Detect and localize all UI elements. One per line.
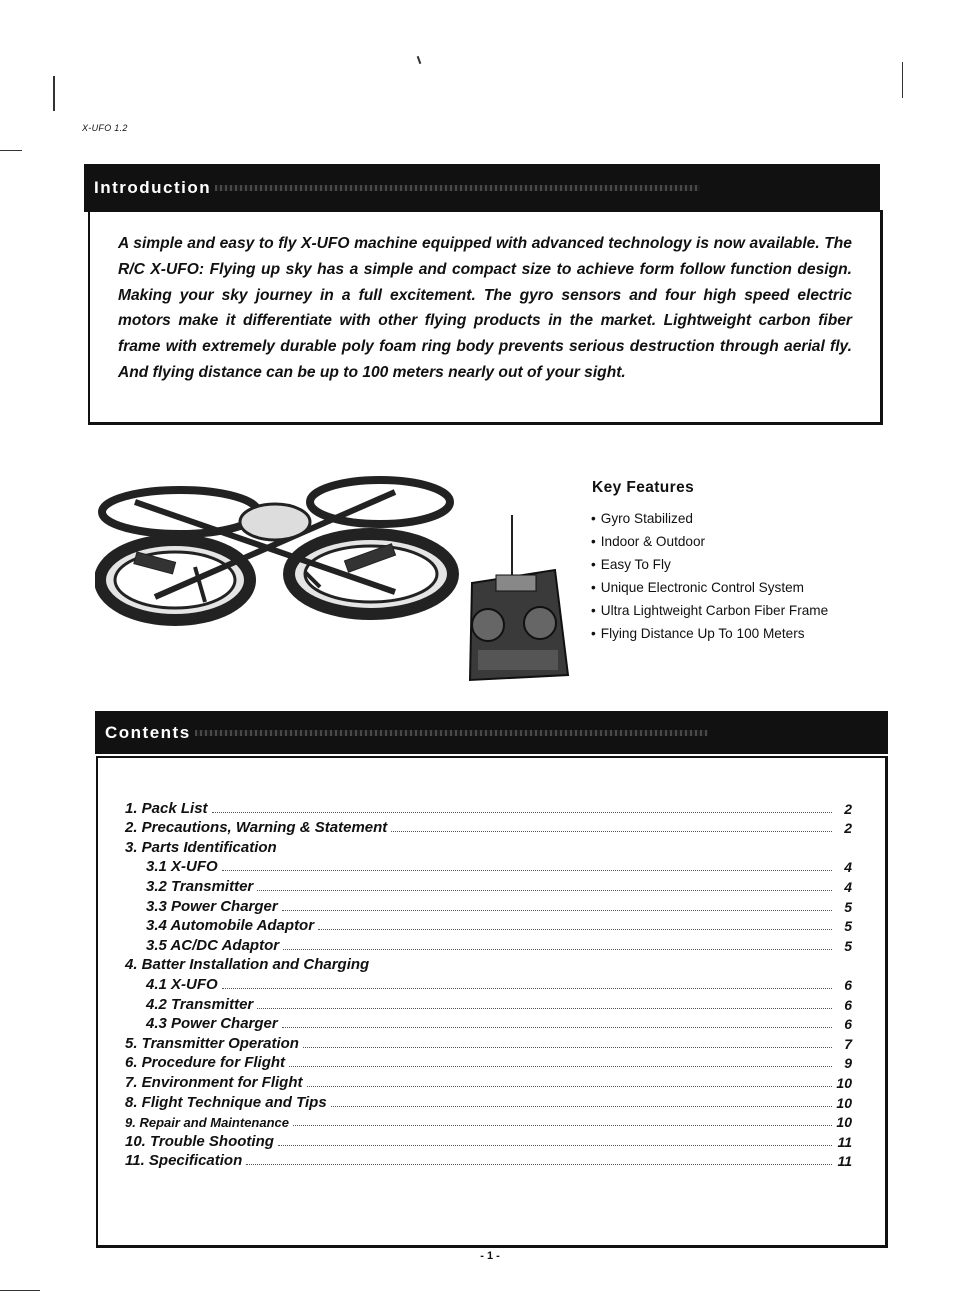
feature-item: • Ultra Lightweight Carbon Fiber Frame bbox=[591, 601, 828, 624]
toc-leader-dots bbox=[331, 1105, 832, 1107]
toc-entry-page: 10 bbox=[836, 1114, 852, 1131]
toc-entry-label: 3.2 Transmitter bbox=[146, 877, 254, 895]
scan-mark bbox=[53, 76, 55, 111]
toc-entry-label: 10. Trouble Shooting bbox=[125, 1132, 274, 1150]
product-illustration bbox=[95, 462, 465, 632]
toc-leader-dots bbox=[282, 909, 832, 911]
toc-leader-dots bbox=[278, 1144, 832, 1146]
transmitter-illustration bbox=[460, 515, 575, 685]
scan-mark bbox=[0, 150, 22, 151]
toc-entry-label: 7. Environment for Flight bbox=[125, 1073, 303, 1091]
document-id: X-UFO 1.2 bbox=[82, 123, 128, 133]
toc-entry bbox=[110, 993, 852, 1013]
toc-entry-label: 11. Specification bbox=[125, 1152, 243, 1170]
toc-entry-page: 4 bbox=[844, 878, 852, 895]
toc-leader-dots bbox=[222, 987, 832, 989]
feature-item: • Gyro Stabilized bbox=[591, 509, 828, 532]
toc-entry bbox=[110, 797, 852, 817]
toc-leader-dots bbox=[303, 1046, 832, 1048]
toc-leader-dots bbox=[289, 1065, 832, 1067]
toc-leader-dots bbox=[391, 830, 832, 832]
toc-entry bbox=[110, 915, 852, 935]
toc-entry-page: 5 bbox=[844, 937, 852, 954]
table-of-contents bbox=[110, 797, 852, 1169]
toc-leader-dots bbox=[283, 948, 832, 950]
toc-entry-page: 10 bbox=[836, 1074, 852, 1091]
toc-leader-dots bbox=[257, 889, 832, 891]
toc-entry-page: 4 bbox=[844, 859, 852, 876]
toc-entry bbox=[110, 1130, 852, 1150]
feature-item: • Flying Distance Up To 100 Meters bbox=[591, 624, 828, 647]
toc-entry bbox=[110, 1052, 852, 1072]
toc-entry-label: 9. Repair and Maintenance bbox=[125, 1115, 289, 1131]
toc-leader-dots bbox=[318, 928, 832, 930]
toc-leader-dots bbox=[307, 1085, 832, 1087]
key-features-list bbox=[591, 509, 828, 647]
scan-mark bbox=[0, 1290, 40, 1291]
toc-entry-page: 9 bbox=[844, 1055, 852, 1072]
toc-entry bbox=[110, 954, 852, 974]
toc-entry-label: 3.3 Power Charger bbox=[146, 897, 278, 915]
toc-entry bbox=[110, 856, 852, 876]
toc-entry bbox=[110, 1091, 852, 1111]
feature-item: • Easy To Fly bbox=[591, 555, 828, 578]
toc-entry bbox=[110, 836, 852, 856]
toc-entry-label: 1. Pack List bbox=[125, 799, 208, 817]
toc-leader-dots bbox=[246, 1163, 832, 1165]
toc-leader-dots bbox=[282, 1026, 832, 1028]
toc-entry-page: 6 bbox=[844, 976, 852, 993]
toc-entry-page: 2 bbox=[844, 800, 852, 817]
scan-mark bbox=[417, 56, 422, 64]
toc-entry-label: 3. Parts Identification bbox=[125, 838, 277, 856]
toc-leader-dots bbox=[257, 1007, 832, 1009]
toc-entry bbox=[110, 1032, 852, 1052]
toc-entry bbox=[110, 817, 852, 837]
toc-entry bbox=[110, 973, 852, 993]
toc-entry-label: 4. Batter Installation and Charging bbox=[125, 956, 370, 974]
toc-entry-label: 3.4 Automobile Adaptor bbox=[146, 917, 315, 935]
introduction-header bbox=[84, 164, 880, 212]
contents-heading: Contents bbox=[105, 722, 191, 742]
toc-entry-page: 6 bbox=[844, 1016, 852, 1033]
toc-entry-page: 6 bbox=[844, 996, 852, 1013]
toc-entry-label: 6. Procedure for Flight bbox=[125, 1054, 286, 1072]
toc-entry-page: 5 bbox=[844, 898, 852, 915]
toc-leader-dots bbox=[281, 851, 832, 852]
toc-entry bbox=[110, 895, 852, 915]
toc-entry bbox=[110, 934, 852, 954]
x-ufo-drawing bbox=[100, 480, 453, 620]
toc-entry-page: 10 bbox=[836, 1094, 852, 1111]
toc-entry-label: 4.3 Power Charger bbox=[146, 1015, 278, 1033]
toc-entry bbox=[110, 875, 852, 895]
toc-leader-dots bbox=[212, 811, 832, 813]
page-number: - 1 - bbox=[480, 1250, 500, 1262]
toc-entry-page: 11 bbox=[837, 1133, 852, 1150]
feature-item: • Unique Electronic Control System bbox=[591, 578, 828, 601]
toc-entry-label: 3.1 X-UFO bbox=[146, 858, 218, 876]
introduction-text: A simple and easy to fly X-UFO machine equipped with advanced technology is now available. The R/C X-UFO: Flying up sky has a simple and compact size to achieve form follow function design. Making your sky journey in a full excitement. The gyro sensors and four high speed electric motors make it differentiate with other flying products in the market. Lightweight carbon fiber frame with extremely durable poly foam ring body prevents serious destruction through aerial fly. And flying distance can be up to 100 meters nearly out of your sight. bbox=[118, 235, 852, 381]
toc-entry-label: 2. Precautions, Warning & Statement bbox=[125, 819, 388, 837]
scan-mark bbox=[902, 62, 903, 98]
toc-leader-dots bbox=[293, 1124, 832, 1126]
toc-entry-label: 5. Transmitter Operation bbox=[125, 1034, 299, 1052]
toc-leader-dots bbox=[373, 968, 832, 969]
toc-entry-label: 8. Flight Technique and Tips bbox=[125, 1093, 327, 1111]
header-streak bbox=[215, 185, 700, 191]
header-streak bbox=[195, 730, 708, 736]
toc-entry-page: 11 bbox=[837, 1153, 852, 1170]
introduction-heading: Introduction bbox=[94, 178, 212, 197]
toc-leader-dots bbox=[222, 869, 832, 871]
toc-entry-label: 3.5 AC/DC Adaptor bbox=[146, 936, 280, 954]
toc-entry-page: 7 bbox=[844, 1035, 852, 1052]
toc-entry bbox=[110, 1111, 852, 1131]
contents-header bbox=[95, 711, 888, 754]
feature-item: • Indoor & Outdoor bbox=[591, 532, 828, 555]
toc-entry bbox=[110, 1013, 852, 1033]
toc-entry-label: 4.2 Transmitter bbox=[146, 995, 254, 1013]
toc-entry-page: 5 bbox=[844, 918, 852, 935]
toc-entry-label: 4.1 X-UFO bbox=[146, 975, 218, 993]
key-features-title: Key Features bbox=[592, 479, 695, 496]
toc-entry bbox=[110, 1071, 852, 1091]
toc-entry bbox=[110, 1150, 852, 1170]
toc-entry-page: 2 bbox=[844, 820, 852, 837]
